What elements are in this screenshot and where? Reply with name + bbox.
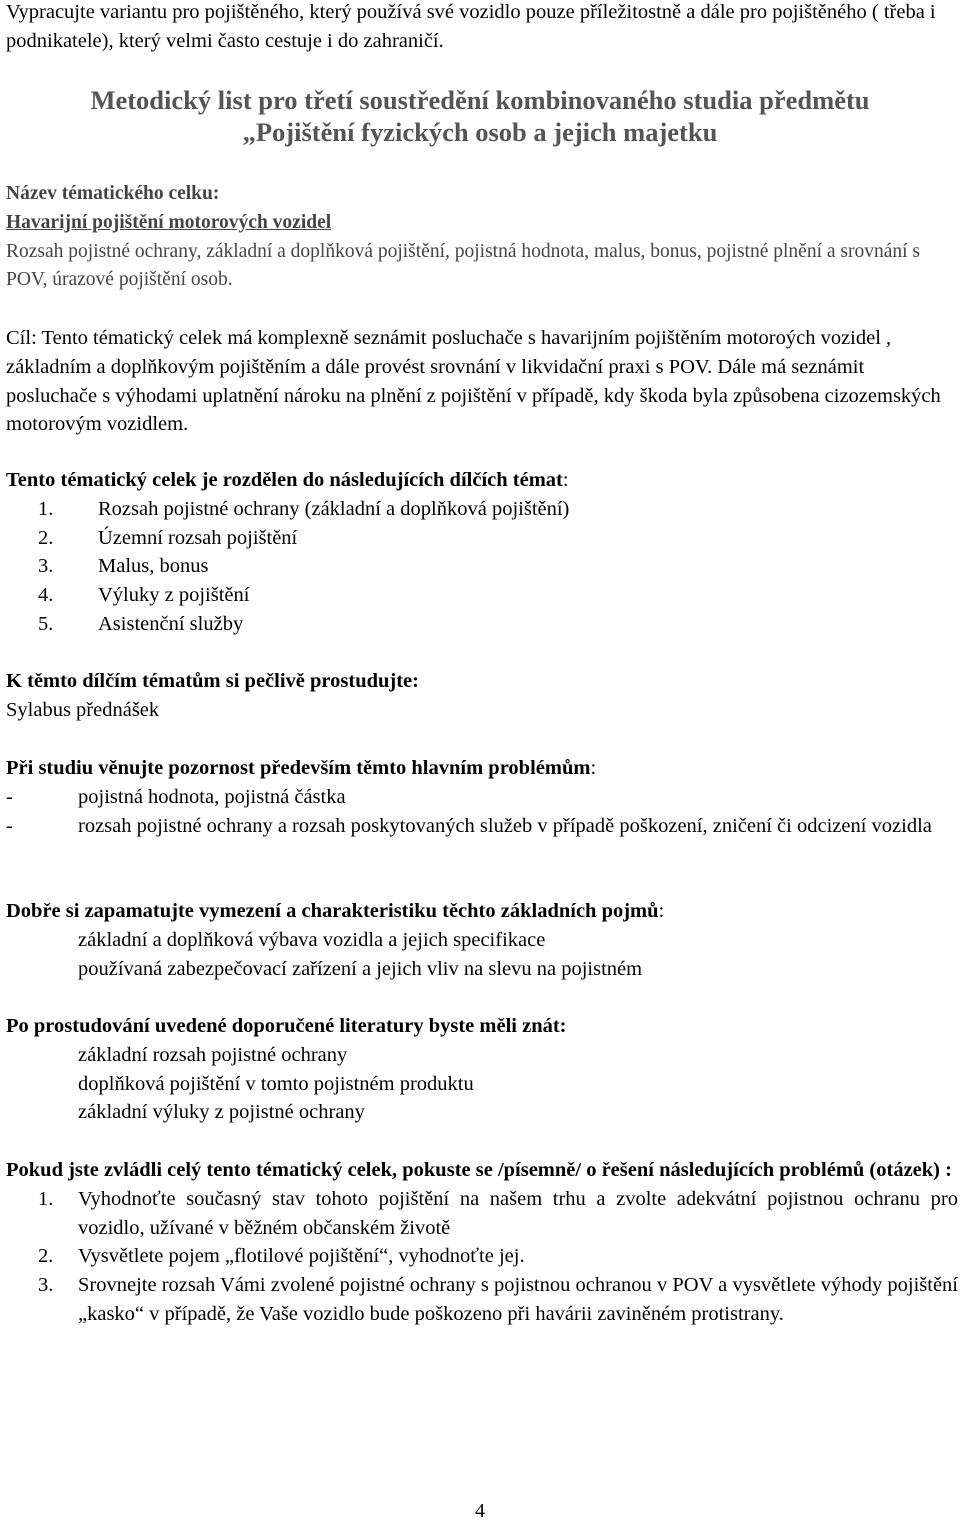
item-text: Vysvětlete pojem „flotilové pojištění“, vyhodnoťte jej. bbox=[78, 1245, 525, 1268]
topic-label: Název tématického celku: bbox=[6, 183, 220, 204]
subtopics-heading-colon: : bbox=[562, 469, 569, 491]
item-number: 3. bbox=[38, 555, 54, 578]
item-number: 1. bbox=[38, 1187, 54, 1210]
remember-item: základní a doplňková výbava vozidla a jejich specifikace bbox=[78, 928, 546, 951]
item-text: Výluky z pojištění bbox=[98, 584, 250, 607]
item-text: rozsah pojistné ochrany a rozsah poskytovaných služeb v případě poškození, zničení či odcizení vozidla bbox=[78, 814, 932, 837]
item-number: 2. bbox=[38, 1245, 54, 1268]
list-item bbox=[6, 524, 958, 553]
list-item bbox=[6, 581, 958, 610]
problems-list bbox=[6, 1185, 958, 1329]
list-item bbox=[6, 552, 958, 581]
list-item bbox=[6, 812, 958, 841]
item-number: 4. bbox=[38, 584, 54, 607]
page-number: 4 bbox=[475, 1500, 485, 1522]
subtopics-list bbox=[6, 495, 958, 639]
attention-section bbox=[6, 754, 958, 840]
title-line-2: „Pojištění fyzických osob a jejich majetku bbox=[242, 117, 718, 147]
topic-section bbox=[6, 180, 958, 295]
knowledge-item: základní rozsah pojistné ochrany bbox=[78, 1043, 348, 1066]
remember-heading-colon: : bbox=[658, 900, 665, 922]
problems-section bbox=[6, 1156, 958, 1329]
item-text: Malus, bonus bbox=[98, 555, 209, 578]
list-item bbox=[6, 783, 958, 812]
problems-heading: Pokud jste zvládli celý tento tématický celek, pokuste se /písemně/ o řešení následujících problémů (otázek) : bbox=[6, 1159, 952, 1181]
dash-marker: - bbox=[6, 814, 13, 837]
knowledge-heading: Po prostudování uvedené doporučené literatury byste měli znát: bbox=[6, 1015, 567, 1037]
dash-marker: - bbox=[6, 785, 13, 808]
item-text: Srovnejte rozsah Vámi zvolené pojistné ochrany s pojistnou ochranou v POV a vysvětlete výhody pojištění „kasko“ v případě, že Vaše vozidlo bude poškozeno při havárii zaviněném protistrany. bbox=[78, 1274, 958, 1325]
knowledge-item: doplňková pojištění v tomto pojistném produktu bbox=[78, 1072, 474, 1095]
goal-paragraph: Cíl: Tento tématický celek má komplexně seznámit posluchače s havarijním pojištěním motoroých vozidel , základním a doplňkovým pojištěním a dále provést srovnání v likvidační praxi s POV. Dále má seznámit posluchače s výhodami uplatnění nároku na plnění z pojištění v případě, kdy škoda byla způsobena cizozemských motorovým vozidlem. bbox=[6, 327, 941, 436]
item-number: 5. bbox=[38, 612, 54, 635]
knowledge-item: základní výluky z pojistné ochrany bbox=[78, 1101, 365, 1124]
attention-heading-colon: : bbox=[590, 757, 597, 779]
item-text: Rozsah pojistné ochrany (základní a doplňková pojištění) bbox=[98, 497, 570, 520]
item-number: 1. bbox=[38, 497, 54, 520]
remember-heading: Dobře si zapamatujte vymezení a charakteristiku těchto základních pojmů bbox=[6, 900, 659, 922]
study-heading: K těmto dílčím tématům si pečlivě prostudujte: bbox=[6, 670, 419, 692]
title-line-1: Metodický list pro třetí soustředění kombinovaného studia předmětu bbox=[90, 85, 870, 115]
topic-name: Havarijní pojištění motorových vozidel bbox=[6, 211, 332, 233]
list-item bbox=[6, 1271, 958, 1329]
item-text: pojistná hodnota, pojistná částka bbox=[78, 785, 346, 808]
remember-item: používaná zabezpečovací zařízení a jejich vliv na slevu na pojistném bbox=[78, 957, 643, 980]
page-title bbox=[0, 84, 960, 148]
intro-paragraph: Vypracujte variantu pro pojištěného, který používá své vozidlo pouze příležitostně a dále pro pojištěného ( třeba i podnikatele), který velmi často cestuje i do zahraničí. bbox=[6, 1, 936, 52]
item-text: Asistenční služby bbox=[98, 612, 244, 635]
item-text: Územní rozsah pojištění bbox=[98, 526, 298, 549]
list-item bbox=[6, 610, 958, 639]
subtopics-heading: Tento tématický celek je rozdělen do následujících dílčích témat bbox=[6, 469, 563, 491]
topic-scope: Rozsah pojistné ochrany, základní a doplňková pojištění, pojistná hodnota, malus, bonus, pojistné plnění a srovnání s POV, úrazové pojištění osob. bbox=[6, 240, 921, 291]
item-number: 3. bbox=[38, 1274, 54, 1297]
attention-heading: Při studiu věnujte pozornost především těmto hlavním problémům bbox=[6, 757, 591, 779]
list-item bbox=[6, 1185, 958, 1243]
study-text: Sylabus přednášek bbox=[6, 698, 160, 721]
item-number: 2. bbox=[38, 526, 54, 549]
attention-list bbox=[6, 783, 958, 841]
item-text: Vyhodnoťte současný stav tohoto pojištění na našem trhu a zvolte adekvátní pojistnou ochranu pro vozidlo, užívané v běžném občanském životě bbox=[78, 1187, 958, 1239]
list-item bbox=[6, 495, 958, 524]
subtopics-section bbox=[6, 466, 958, 639]
knowledge-section bbox=[6, 1012, 958, 1127]
remember-section bbox=[6, 897, 958, 983]
study-section bbox=[6, 667, 958, 725]
list-item bbox=[6, 1242, 958, 1271]
